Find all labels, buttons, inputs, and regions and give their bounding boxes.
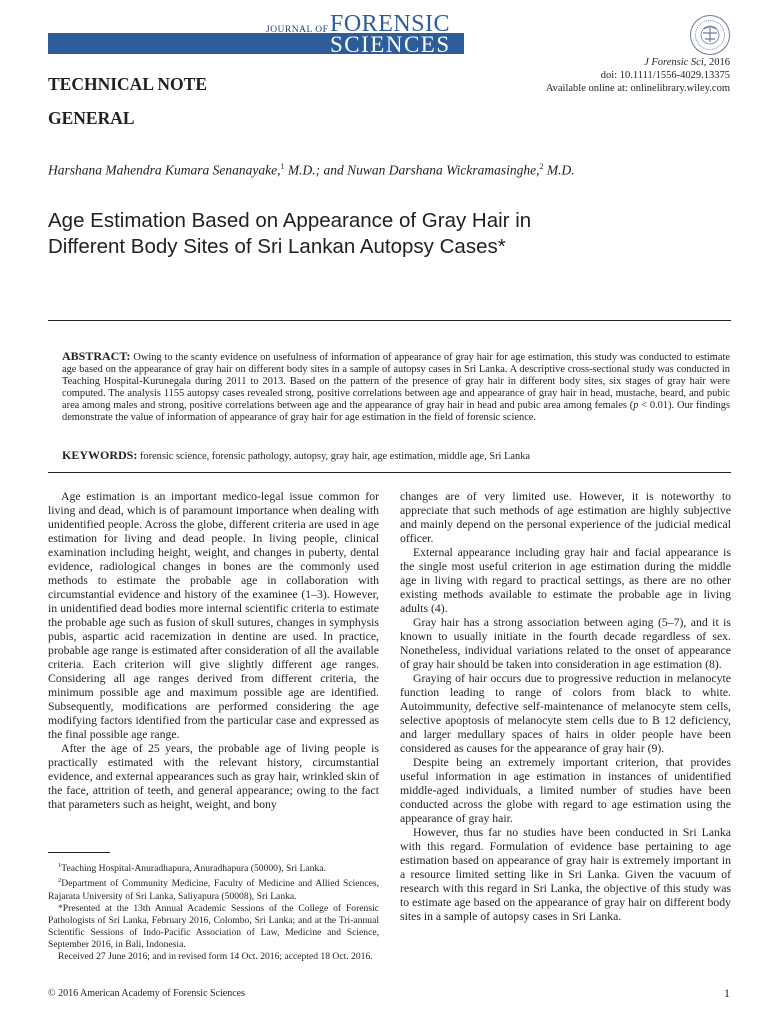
keywords: [62, 448, 530, 463]
title-divider: [48, 320, 731, 321]
keywords-label: KEYWORDS:: [62, 448, 138, 462]
citation-journal: J Forensic Sci: [644, 57, 704, 68]
paragraph: However, thus far no studies have been conducted in Sri Lanka with this regard. Formulation of evidence base pertaining to age estimation based on appearance of gray hair is extremely important in a resource limited setting like in Sri Lanka. Given the vacuum of research with this regard in Sri Lanka, the objective of this study was to estimate age based on the appearance of gray hair on different body sites in a sample of autopsy cases in Sri Lanka.: [400, 826, 731, 923]
received-dates: Received 27 June 2016; and in revised form 14 Oct. 2016; accepted 18 Oct. 2016.: [58, 951, 373, 963]
footnote-1-marker: 1: [58, 862, 62, 869]
paragraph: Despite being an extremely important criterion, that provides useful information in age estimation in instances of unidentified middle-aged individuals, a limited number of studies have been conducted across the globe with regard to age estimation using the appearance of gray hair.: [400, 756, 731, 825]
paragraph: changes are of very limited use. However, it is noteworthy to appreciate that such methods of age estimation are highly subjective and mainly depend on the personal experience of the judicial medical officer.: [400, 490, 731, 545]
abstract-label: ABSTRACT:: [62, 349, 131, 363]
journal-of-text: JOURNAL OF: [266, 25, 329, 35]
author-1-affiliation: 1: [280, 162, 285, 171]
author-1: Harshana Mahendra Kumara Senanayake,: [48, 162, 281, 178]
footnote-2-text: Department of Community Medicine, Faculty of Medicine and Allied Sciences, Rajarata University of Sri Lanka, Saliyapura (50008), Sri Lanka.: [48, 878, 379, 902]
journal-name-line2: SCIENCES: [330, 32, 451, 57]
footnote-1: [48, 860, 379, 875]
paragraph: Age estimation is an important medico-legal issue common for living and dead, which is of paramount importance when dealing with unidentified people. Across the globe, different criteria are used in age estimation for living and dead people. In living people, clinical examination including height, weight, and changes in puberty, dental evidence, radiological changes in bones are the commonly used methods to estimate the probable age in collaboration with circumstantial evidence and history of the examinee (1–3). However, in unidentified dead bodies more internal scientific criteria to estimate the probable age such as fusion of skull sutures, changes in symphysis pubis, aspartic acid racemization in dentine are used. In practice, probable age range is estimated after consideration of all the available criteria. Each criterion will give slightly different age ranges. Considering all age ranges derived from different criteria, the minimum possible age and maximum possible age are identified. Subsequently, modifications are performed considering the age modifying factors identified from the particular case and expressed as the final possible age range.: [48, 490, 379, 741]
journal-name-line1: FORENSIC: [330, 11, 451, 37]
footnotes: [48, 860, 379, 963]
footnote-2: [48, 875, 379, 902]
academy-seal-icon: [689, 14, 731, 56]
body-right-column: [400, 490, 731, 924]
footnote-divider: [48, 852, 110, 853]
article-title: Age Estimation Based on Appearance of Gray Hair in Different Body Sites of Sri Lankan Autopsy Cases*: [48, 209, 532, 258]
author-2-degree: M.D.: [543, 162, 575, 178]
paragraph: External appearance including gray hair and facial appearance is the single most useful criterion in age estimation during the middle age in living with regard to practical settings, as there are no other existing methods available to estimate the probable age in living adults (4).: [400, 546, 731, 615]
paragraph: After the age of 25 years, the probable age of living people is practically estimated with the relevant history, circumstantial evidence, and external appearances such as gray hair, wrinkled skin of the face, attrition of teeth, and general appearance; owing to the fact that parameters such as height, weight, and bony: [48, 742, 379, 811]
abstract-p-symbol: p: [633, 400, 639, 412]
abstract-divider: [48, 472, 731, 473]
footnote-1-text: Teaching Hospital-Anuradhapura, Anuradhapura (50000), Sri Lanka.: [61, 863, 326, 875]
section-type: TECHNICAL NOTE: [48, 74, 207, 94]
available-online: Available online at: onlinelibrary.wiley.com: [545, 83, 730, 94]
footnote-3: *Presented at the 13th Annual Academic Sessions of the College of Forensic Pathologists of Sri Lanka, February 2016, Colombo, Sri Lanka; and at the Tri-annual Scientific Sessions of Indo-Pacific Association of Law, Medicine and Science, September 2016, in Bali, Indonesia.: [48, 902, 379, 950]
abstract-text-1: Owing to the scanty evidence on usefulness of information of appearance of gray hair for age estimation, this study was conducted to estimate age based on the appearance of gray hair on different body sites in a sample of autopsy cases in Sri Lanka. A descriptive cross-sectional study was conducted in Teaching Hospital-Kurunegala during 2011 to 2013. Based on the pattern of the presence of gray hair in different body sites, six stages of gray hair were computed. The analysis 1155 autopsy cases revealed strong, positive correlations between age and appearance of gray hair in head, mustache, beard, and pubic area among males and strong, positive correlations between age and the appearance of gray hair in head and pubic area among females (: [62, 352, 730, 412]
body-left-column: [48, 490, 379, 812]
footnote-2-marker: 2: [58, 877, 62, 885]
keywords-text: forensic science, forensic pathology, autopsy, gray hair, age estimation, middle age, Sri Lanka: [137, 451, 531, 462]
citation-year: , 2016: [703, 57, 730, 68]
author-2-affiliation: 2: [539, 162, 544, 171]
citation-line: [546, 56, 730, 69]
copyright: © 2016 American Academy of Forensic Sciences: [48, 988, 245, 999]
abstract-text-2: < 0.01). Our findings demonstrate the value of information of appearance of gray hair for age estimation in the field of forensic science.: [62, 400, 730, 424]
section-subtype: GENERAL: [48, 108, 135, 128]
author-line: [48, 162, 575, 179]
abstract: [62, 350, 730, 425]
page-number: 1: [724, 986, 730, 1000]
author-2: M.D.; and Nuwan Darshana Wickramasinghe,: [284, 162, 540, 178]
paragraph: Gray hair has a strong association between aging (5–7), and it is known to usually initiate in the fourth decade regardless of sex. Nonetheless, individual variations related to the onset of appearance of gray hair should be taken into consideration in age estimation (8).: [400, 616, 731, 671]
doi: doi: 10.1111/1556-4029.13375: [600, 70, 730, 81]
citation-block: [546, 56, 730, 95]
paragraph: Graying of hair occurs due to progressive reduction in melanocyte function leading to range of colors from black to white. Autoimmunity, defective self-maintenance of melanocyte stem cells, selective apoptosis of melanocyte stem cells due to B 12 deficiency, and larger medullary spaces of hairs in older people have been considered as causes for the appearance of gray hair (9).: [400, 672, 731, 755]
